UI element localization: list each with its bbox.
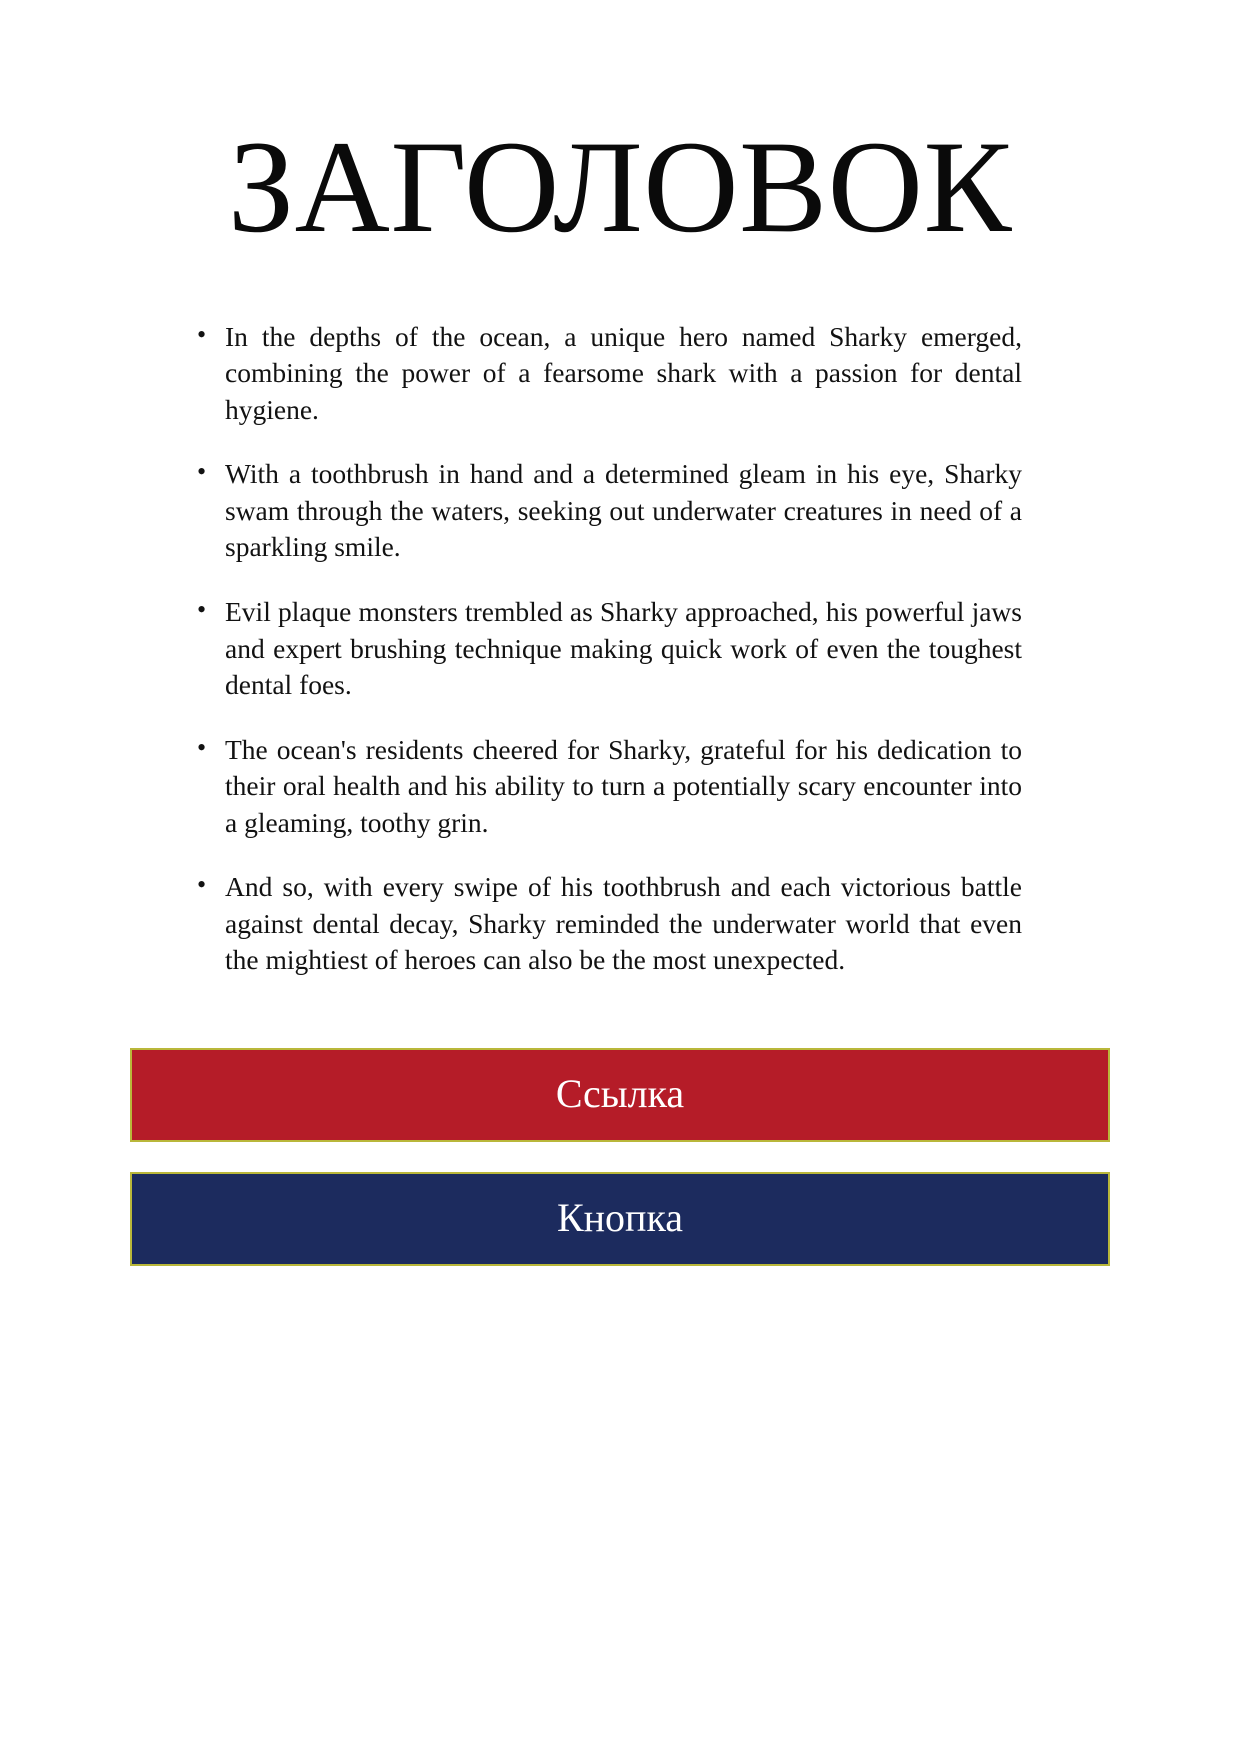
bullet-list xyxy=(0,257,1240,979)
page-title: ЗАГОЛОВОК xyxy=(228,113,1012,260)
list-item: • With a toothbrush in hand and a determined gleam in his eye, Sharky swam through the waters, seeking out underwater creatures in need of a sparkling smile. xyxy=(197,456,1022,566)
list-item: • In the depths of the ocean, a unique hero named Sharky emerged, combining the power of a fearsome shark with a passion for dental hygiene. xyxy=(197,319,1022,429)
action-area xyxy=(130,1048,1110,1266)
link-button[interactable]: Ссылка xyxy=(130,1048,1110,1142)
primary-button[interactable]: Кнопка xyxy=(130,1172,1110,1266)
list-item: • And so, with every swipe of his toothbrush and each victorious battle against dental decay, Sharky reminded the underwater world that even the mightiest of heroes can also be the most unexpected. xyxy=(197,869,1022,979)
list-item: • The ocean's residents cheered for Sharky, grateful for his dedication to their oral health and his ability to turn a potentially scary encounter into a gleaming, toothy grin. xyxy=(197,732,1022,842)
document-content xyxy=(0,257,1240,979)
list-item: • Evil plaque monsters trembled as Sharky approached, his powerful jaws and expert brushing technique making quick work of even the toughest dental foes. xyxy=(197,594,1022,704)
